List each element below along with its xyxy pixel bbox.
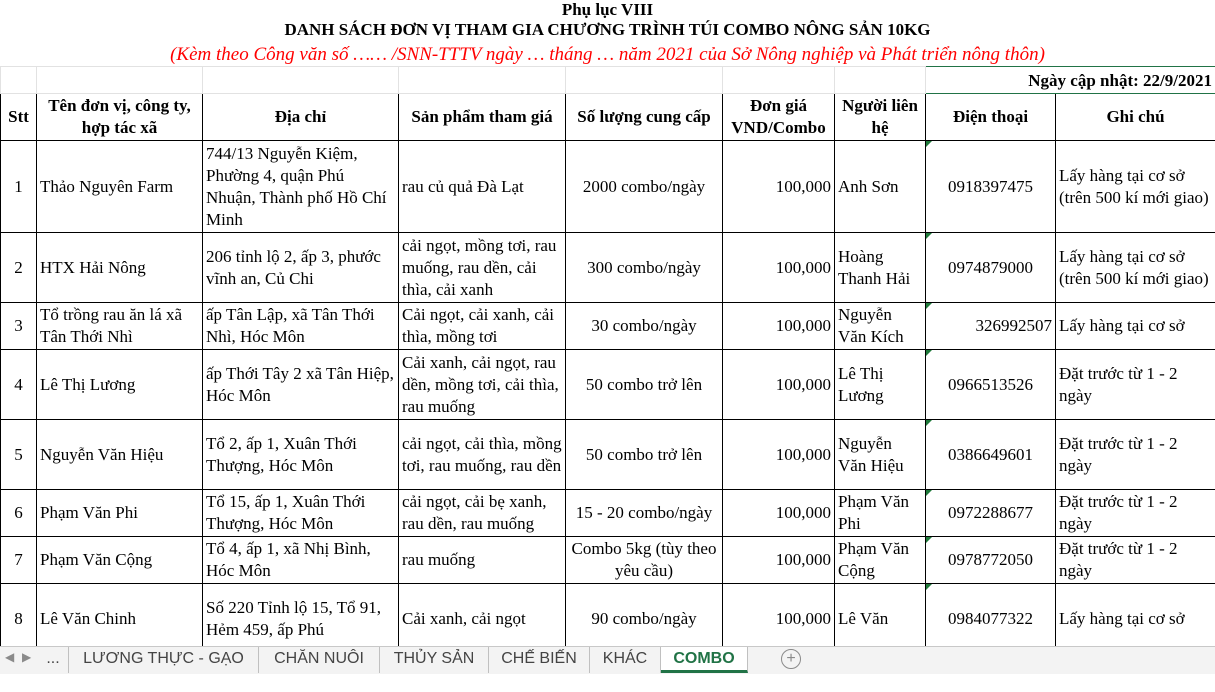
cell-contact[interactable]: Lê Thị Lương [835, 350, 926, 420]
cell-note[interactable]: Đặt trước từ 1 - 2 ngày [1056, 420, 1215, 490]
header-price[interactable]: Đơn giá VND/Combo [723, 94, 835, 141]
cell-product[interactable]: Cải xanh, cải ngọt, rau dền, mồng tơi, cải thìa, rau muống [399, 350, 566, 420]
cell-address[interactable]: 206 tỉnh lộ 2, ấp 3, phước vĩnh an, Củ Chi [203, 233, 399, 303]
update-date-cell[interactable]: Ngày cập nhật: 22/9/2021 [926, 67, 1215, 94]
cell-product[interactable]: cải ngọt, cải bẹ xanh, rau dền, rau muống [399, 490, 566, 537]
cell-phone[interactable]: 0978772050 [926, 537, 1056, 584]
cell-phone[interactable]: 0966513526 [926, 350, 1056, 420]
cell-price[interactable]: 100,000 [723, 350, 835, 420]
cell-quantity[interactable]: 2000 combo/ngày [566, 141, 723, 233]
cell-quantity[interactable]: 50 combo trở lên [566, 420, 723, 490]
cell-product[interactable]: Cải ngọt, cải xanh, cải thìa, mồng tơi [399, 303, 566, 350]
spreadsheet-grid [0, 66, 1215, 692]
table-row [1, 303, 1215, 350]
add-sheet-icon[interactable]: + [781, 649, 801, 669]
cell-price[interactable]: 100,000 [723, 537, 835, 584]
cell-name[interactable]: Phạm Văn Cộng [37, 537, 203, 584]
cell-contact[interactable]: Anh Sơn [835, 141, 926, 233]
cell-stt[interactable]: 6 [1, 490, 37, 537]
cell-product[interactable]: cải ngọt, mồng tơi, rau muống, rau dền, cải thìa, cải xanh [399, 233, 566, 303]
cell-address[interactable]: Tổ 2, ấp 1, Xuân Thới Thượng, Hóc Môn [203, 420, 399, 490]
cell-contact[interactable]: Lê Văn [835, 584, 926, 654]
table-row [1, 490, 1215, 537]
cell-note[interactable]: Đặt trước từ 1 - 2 ngày [1056, 490, 1215, 537]
cell-contact[interactable]: Nguyễn Văn Hiệu [835, 420, 926, 490]
update-row [1, 67, 1215, 94]
cell-name[interactable]: Phạm Văn Phi [37, 490, 203, 537]
sheet-tab-bar [0, 646, 1215, 674]
tab-combo[interactable]: COMBO [661, 647, 748, 673]
table-row [1, 141, 1215, 233]
cell-stt[interactable]: 1 [1, 141, 37, 233]
cell-contact[interactable]: Nguyễn Văn Kích [835, 303, 926, 350]
header-contact[interactable]: Người liên hệ [835, 94, 926, 141]
more-sheets-button[interactable]: ... [38, 647, 69, 673]
cell-phone[interactable]: 0918397475 [926, 141, 1056, 233]
cell-stt[interactable]: 4 [1, 350, 37, 420]
header-stt[interactable]: Stt [1, 94, 37, 141]
table-row [1, 233, 1215, 303]
cell-price[interactable]: 100,000 [723, 584, 835, 654]
scroll-left-icon[interactable]: ◀ [5, 650, 14, 664]
cell-phone[interactable]: 0974879000 [926, 233, 1056, 303]
cell-quantity[interactable]: 15 - 20 combo/ngày [566, 490, 723, 537]
cell-quantity[interactable]: 90 combo/ngày [566, 584, 723, 654]
cell-price[interactable]: 100,000 [723, 141, 835, 233]
cell-quantity[interactable]: 50 combo trở lên [566, 350, 723, 420]
cell-note[interactable]: Đặt trước từ 1 - 2 ngày [1056, 537, 1215, 584]
tab-thuy-san[interactable]: THỦY SẢN [380, 647, 489, 673]
cell-product[interactable]: rau củ quả Đà Lạt [399, 141, 566, 233]
cell-product[interactable]: cải ngọt, cải thìa, mồng tơi, rau muống, rau dền [399, 420, 566, 490]
cell-address[interactable]: Tổ 15, ấp 1, Xuân Thới Thượng, Hóc Môn [203, 490, 399, 537]
cell-name[interactable]: Thảo Nguyên Farm [37, 141, 203, 233]
cell-contact[interactable]: Phạm Văn Phi [835, 490, 926, 537]
tab-chan-nuoi[interactable]: CHĂN NUÔI [259, 647, 380, 673]
cell-quantity[interactable]: 300 combo/ngày [566, 233, 723, 303]
header-address[interactable]: Địa chỉ [203, 94, 399, 141]
scroll-right-icon[interactable]: ▶ [22, 650, 31, 664]
appendix-title: Phụ lục VIII [0, 0, 1215, 20]
cell-stt[interactable]: 5 [1, 420, 37, 490]
table-row [1, 537, 1215, 584]
cell-address[interactable]: ấp Tân Lập, xã Tân Thới Nhì, Hóc Môn [203, 303, 399, 350]
tab-luong-thuc-gao[interactable]: LƯƠNG THỰC - GẠO [69, 647, 259, 673]
cell-phone[interactable]: 326992507 [926, 303, 1056, 350]
combo-table [0, 66, 1215, 654]
cell-note[interactable]: Lấy hàng tại cơ sở [1056, 303, 1215, 350]
cell-address[interactable]: Số 220 Tỉnh lộ 15, Tổ 91, Hẻm 459, ấp Phú [203, 584, 399, 654]
cell-note[interactable]: Lấy hàng tại cơ sở [1056, 584, 1215, 654]
cell-quantity[interactable]: 30 combo/ngày [566, 303, 723, 350]
cell-stt[interactable]: 2 [1, 233, 37, 303]
cell-price[interactable]: 100,000 [723, 233, 835, 303]
header-product[interactable]: Sản phẩm tham giá [399, 94, 566, 141]
cell-note[interactable]: Lấy hàng tại cơ sở (trên 500 kí mới giao) [1056, 141, 1215, 233]
header-phone[interactable]: Điện thoại [926, 94, 1056, 141]
cell-name[interactable]: Nguyễn Văn Hiệu [37, 420, 203, 490]
cell-name[interactable]: HTX Hải Nông [37, 233, 203, 303]
cell-phone[interactable]: 0972288677 [926, 490, 1056, 537]
cell-note[interactable]: Lấy hàng tại cơ sở (trên 500 kí mới giao) [1056, 233, 1215, 303]
cell-stt[interactable]: 8 [1, 584, 37, 654]
cell-stt[interactable]: 3 [1, 303, 37, 350]
cell-price[interactable]: 100,000 [723, 420, 835, 490]
cell-price[interactable]: 100,000 [723, 303, 835, 350]
cell-product[interactable]: rau muống [399, 537, 566, 584]
header-name[interactable]: Tên đơn vị, công ty, hợp tác xã [37, 94, 203, 141]
table-row [1, 350, 1215, 420]
tab-che-bien[interactable]: CHẾ BIẾN [489, 647, 590, 673]
table-row [1, 584, 1215, 654]
header-note[interactable]: Ghi chú [1056, 94, 1215, 141]
cell-name[interactable]: Tổ trồng rau ăn lá xã Tân Thới Nhì [37, 303, 203, 350]
cell-address[interactable]: ấp Thới Tây 2 xã Tân Hiệp, Hóc Môn [203, 350, 399, 420]
cell-quantity[interactable]: Combo 5kg (tùy theo yêu cầu) [566, 537, 723, 584]
cell-price[interactable]: 100,000 [723, 490, 835, 537]
cell-phone[interactable]: 0386649601 [926, 420, 1056, 490]
cell-contact[interactable]: Phạm Văn Cộng [835, 537, 926, 584]
cell-contact[interactable]: Hoàng Thanh Hải [835, 233, 926, 303]
document-subtitle: (Kèm theo Công văn số …… /SNN-TTTV ngày … tháng … năm 2021 của Sở Nông nghiệp và Phát triển nông thôn) [0, 42, 1215, 68]
tab-khac[interactable]: KHÁC [590, 647, 661, 673]
cell-address[interactable]: Tổ 4, ấp 1, xã Nhị Bình, Hóc Môn [203, 537, 399, 584]
cell-name[interactable]: Lê Văn Chinh [37, 584, 203, 654]
cell-name[interactable]: Lê Thị Lương [37, 350, 203, 420]
cell-stt[interactable]: 7 [1, 537, 37, 584]
cell-address[interactable]: 744/13 Nguyễn Kiệm, Phường 4, quận Phú Nhuận, Thành phố Hồ Chí Minh [203, 141, 399, 233]
cell-product[interactable]: Cải xanh, cải ngọt [399, 584, 566, 654]
document-title: DANH SÁCH ĐƠN VỊ THAM GIA CHƯƠNG TRÌNH TÚI COMBO NÔNG SẢN 10KG [0, 19, 1215, 41]
header-quantity[interactable]: Số lượng cung cấp [566, 94, 723, 141]
table-row [1, 420, 1215, 490]
header-row [1, 94, 1215, 141]
cell-note[interactable]: Đặt trước từ 1 - 2 ngày [1056, 350, 1215, 420]
cell-phone[interactable]: 0984077322 [926, 584, 1056, 654]
